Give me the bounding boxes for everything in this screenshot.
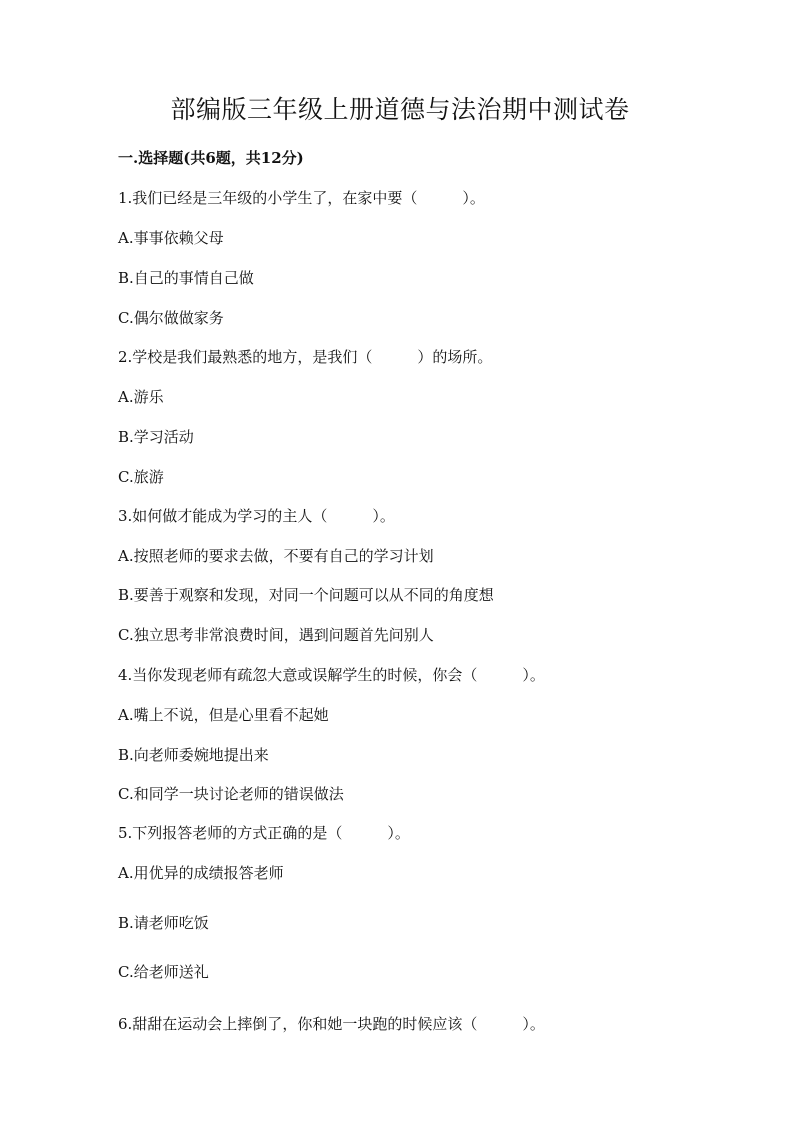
- question-2-stem: 2.学校是我们最熟悉的地方，是我们（ ）的场所。: [118, 348, 493, 366]
- question-4-stem: 4.当你发现老师有疏忽大意或误解学生的时候，你会（ ）。: [118, 666, 545, 684]
- question-1-option-a: A.事事依赖父母: [118, 229, 224, 247]
- question-2-option-b: B.学习活动: [118, 428, 194, 446]
- question-2-option-a: A.游乐: [118, 388, 164, 406]
- question-4-option-b: B.向老师委婉地提出来: [118, 746, 269, 764]
- question-5-option-a: A.用优异的成绩报答老师: [118, 864, 284, 882]
- question-1-option-c: C.偶尔做做家务: [118, 309, 224, 327]
- page-title: 部编版三年级上册道德与法治期中测试卷: [170, 95, 630, 124]
- question-2-option-c: C.旅游: [118, 468, 164, 486]
- question-6-stem: 6.甜甜在运动会上摔倒了，你和她一块跑的时候应该（ ）。: [118, 1015, 545, 1033]
- question-3-stem: 3.如何做才能成为学习的主人（ ）。: [118, 507, 395, 525]
- section-heading: 一.选择题(共6题，共12分): [118, 149, 304, 167]
- question-4-option-c: C.和同学一块讨论老师的错误做法: [118, 785, 344, 803]
- question-5-option-b: B.请老师吃饭: [118, 914, 209, 932]
- question-4-option-a: A.嘴上不说，但是心里看不起她: [118, 706, 329, 724]
- question-3-option-b: B.要善于观察和发现，对同一个问题可以从不同的角度想: [118, 586, 494, 604]
- question-5-stem: 5.下列报答老师的方式正确的是（ ）。: [118, 824, 410, 842]
- question-5-option-c: C.给老师送礼: [118, 963, 209, 981]
- question-1-option-b: B.自己的事情自己做: [118, 269, 254, 287]
- question-1-stem: 1.我们已经是三年级的小学生了，在家中要（ ）。: [118, 189, 485, 207]
- question-3-option-a: A.按照老师的要求去做，不要有自己的学习计划: [118, 547, 434, 565]
- question-3-option-c: C.独立思考非常浪费时间，遇到问题首先问别人: [118, 626, 434, 644]
